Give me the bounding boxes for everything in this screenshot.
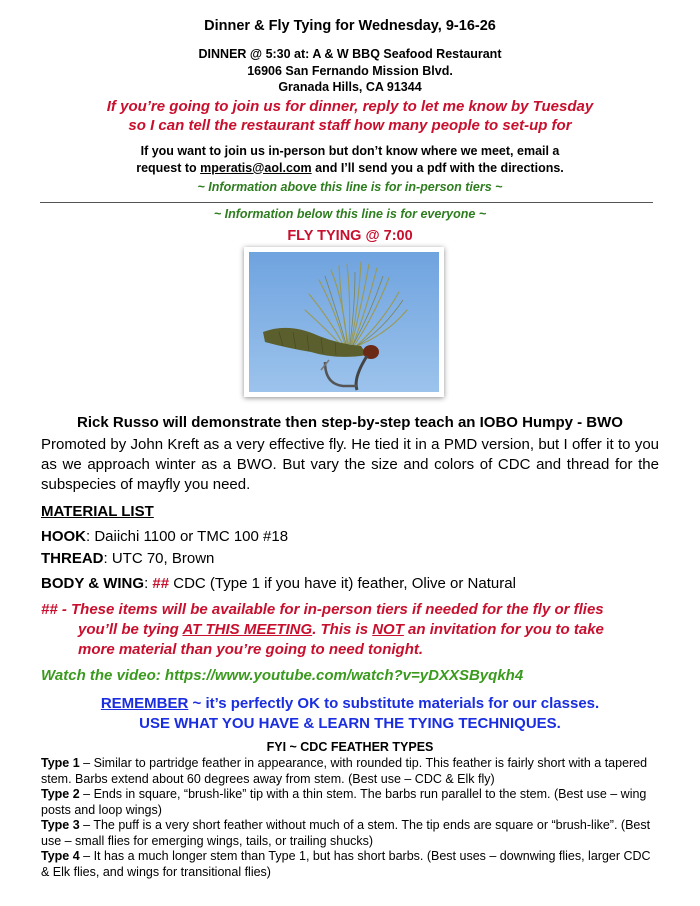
- video-link[interactable]: Watch the video: https://www.youtube.com/watch?v=yDXXSByqkh4: [41, 667, 524, 684]
- cdc-type-3-label: Type 3: [41, 818, 80, 832]
- fyi-heading: FYI ~ CDC FEATHER TYPES: [266, 740, 434, 754]
- note-line-2-mid: . This is: [312, 621, 373, 638]
- note-line-2-pre: you’ll be tying: [78, 621, 183, 638]
- material-thread: [41, 550, 214, 567]
- fly-tying-time: FLY TYING @ 7:00: [287, 228, 413, 244]
- join-line-1: If you want to join us in-person but don’t know where we meet, email a: [140, 144, 560, 158]
- cdc-type-1-text: – Similar to partridge feather in appearance, with rounded tip. This feather is fairly short with a tapered stem. Barbs extend about 60 degrees away from stem. (Best use – CDC & Elk fly): [41, 756, 648, 786]
- note-this-meeting: AT THIS MEETING: [182, 621, 313, 638]
- remember-line-1: [0, 694, 700, 714]
- dinner-line: DINNER @ 5:30 at: A & W BBQ Seafood Restaurant: [198, 47, 502, 61]
- body-label: BODY & WING: [41, 575, 145, 592]
- cdc-type-2-label: Type 2: [41, 787, 80, 801]
- cdc-type-4-label: Type 4: [41, 849, 80, 863]
- fly-illustration: [249, 252, 439, 392]
- email-link[interactable]: mperatis@aol.com: [200, 160, 312, 175]
- body-mark: ##: [152, 575, 170, 592]
- dinner-address: [0, 46, 700, 96]
- demo-line: Rick Russo will demonstrate then step-by-step teach an IOBO Humpy - BWO: [77, 414, 623, 431]
- rsvp-line-2: so I can tell the restaurant staff how many people to set-up for: [128, 117, 572, 134]
- hook-label: HOOK: [41, 528, 86, 545]
- note-line-2-post: an invitation for you to take: [403, 621, 604, 638]
- thread-label: THREAD: [41, 550, 104, 567]
- cdc-type-3-text: – The puff is a very short feather without much of a stem. The tip ends are square or “brush-like”. (Best use – small flies for emerging wings, tails, or trailing shucks): [41, 818, 651, 848]
- note-not: NOT: [372, 621, 404, 638]
- cdc-types-list: [41, 756, 661, 880]
- cdc-type-2: [41, 787, 661, 818]
- remember-line-1-rest: ~ it’s perfectly OK to substitute materials for our classes.: [188, 695, 600, 712]
- remember-notice: [0, 694, 700, 734]
- cdc-type-1: [41, 756, 661, 787]
- join-line-2: [0, 160, 700, 177]
- material-hook: [41, 528, 288, 545]
- fly-photo: [244, 247, 444, 397]
- material-list-heading: MATERIAL LIST: [41, 503, 154, 520]
- thread-value: : UTC 70, Brown: [103, 550, 215, 567]
- section-divider: [40, 202, 653, 203]
- remember-word: REMEMBER: [100, 695, 189, 712]
- promo-paragraph: Promoted by John Kreft as a very effective fly. He tied it in a PMD version, but I offer it to you as we approach winter as a BWO. But vary the size and colors of CDC and thread for the subspecies of mayfly you need.: [41, 436, 659, 493]
- material-body-wing: [41, 575, 516, 592]
- info-above-line: ~ Information above this line is for in-person tiers ~: [197, 180, 503, 194]
- note-line-3: more material than you’re going to need tonight.: [78, 641, 424, 658]
- cdc-type-2-text: – Ends in square, “brush-like” tip with a thin stem. The barbs run parallel to the stem. (Best use – wing posts and loop wings): [41, 787, 647, 817]
- rsvp-line-1: If you’re going to join us for dinner, reply to let me know by Tuesday: [106, 98, 594, 115]
- join-line-2-pre: request to: [136, 160, 201, 175]
- body-sep: :: [144, 575, 153, 592]
- remember-line-2: USE WHAT YOU HAVE & LEARN THE TYING TECHNIQUES.: [139, 715, 561, 732]
- hook-value: : Daiichi 1100 or TMC 100 #18: [86, 528, 289, 545]
- info-below-line: ~ Information below this line is for everyone ~: [213, 207, 487, 221]
- rsvp-notice: [0, 97, 700, 135]
- page-title: Dinner & Fly Tying for Wednesday, 9-16-26: [204, 18, 496, 34]
- join-line-2-post: and I’ll send you a pdf with the directions.: [311, 160, 564, 175]
- cdc-type-1-label: Type 1: [41, 756, 80, 770]
- body-value: CDC (Type 1 if you have it) feather, Olive or Natural: [169, 575, 516, 592]
- city-line: Granada Hills, CA 91344: [278, 80, 422, 94]
- join-notice: [0, 143, 700, 176]
- street-line: 16906 San Fernando Mission Blvd.: [247, 63, 453, 78]
- note-line-1: ## - These items will be available for in-person tiers if needed for the fly or flies: [41, 601, 604, 618]
- cdc-type-4: [41, 849, 661, 880]
- cdc-type-4-text: – It has a much longer stem than Type 1, but has short barbs. (Best uses – downwing flies, larger CDC & Elk flies, and wings for transitional flies): [41, 849, 651, 879]
- note-line-2: [41, 620, 661, 640]
- cdc-type-3: [41, 818, 661, 849]
- materials-note: [41, 600, 661, 660]
